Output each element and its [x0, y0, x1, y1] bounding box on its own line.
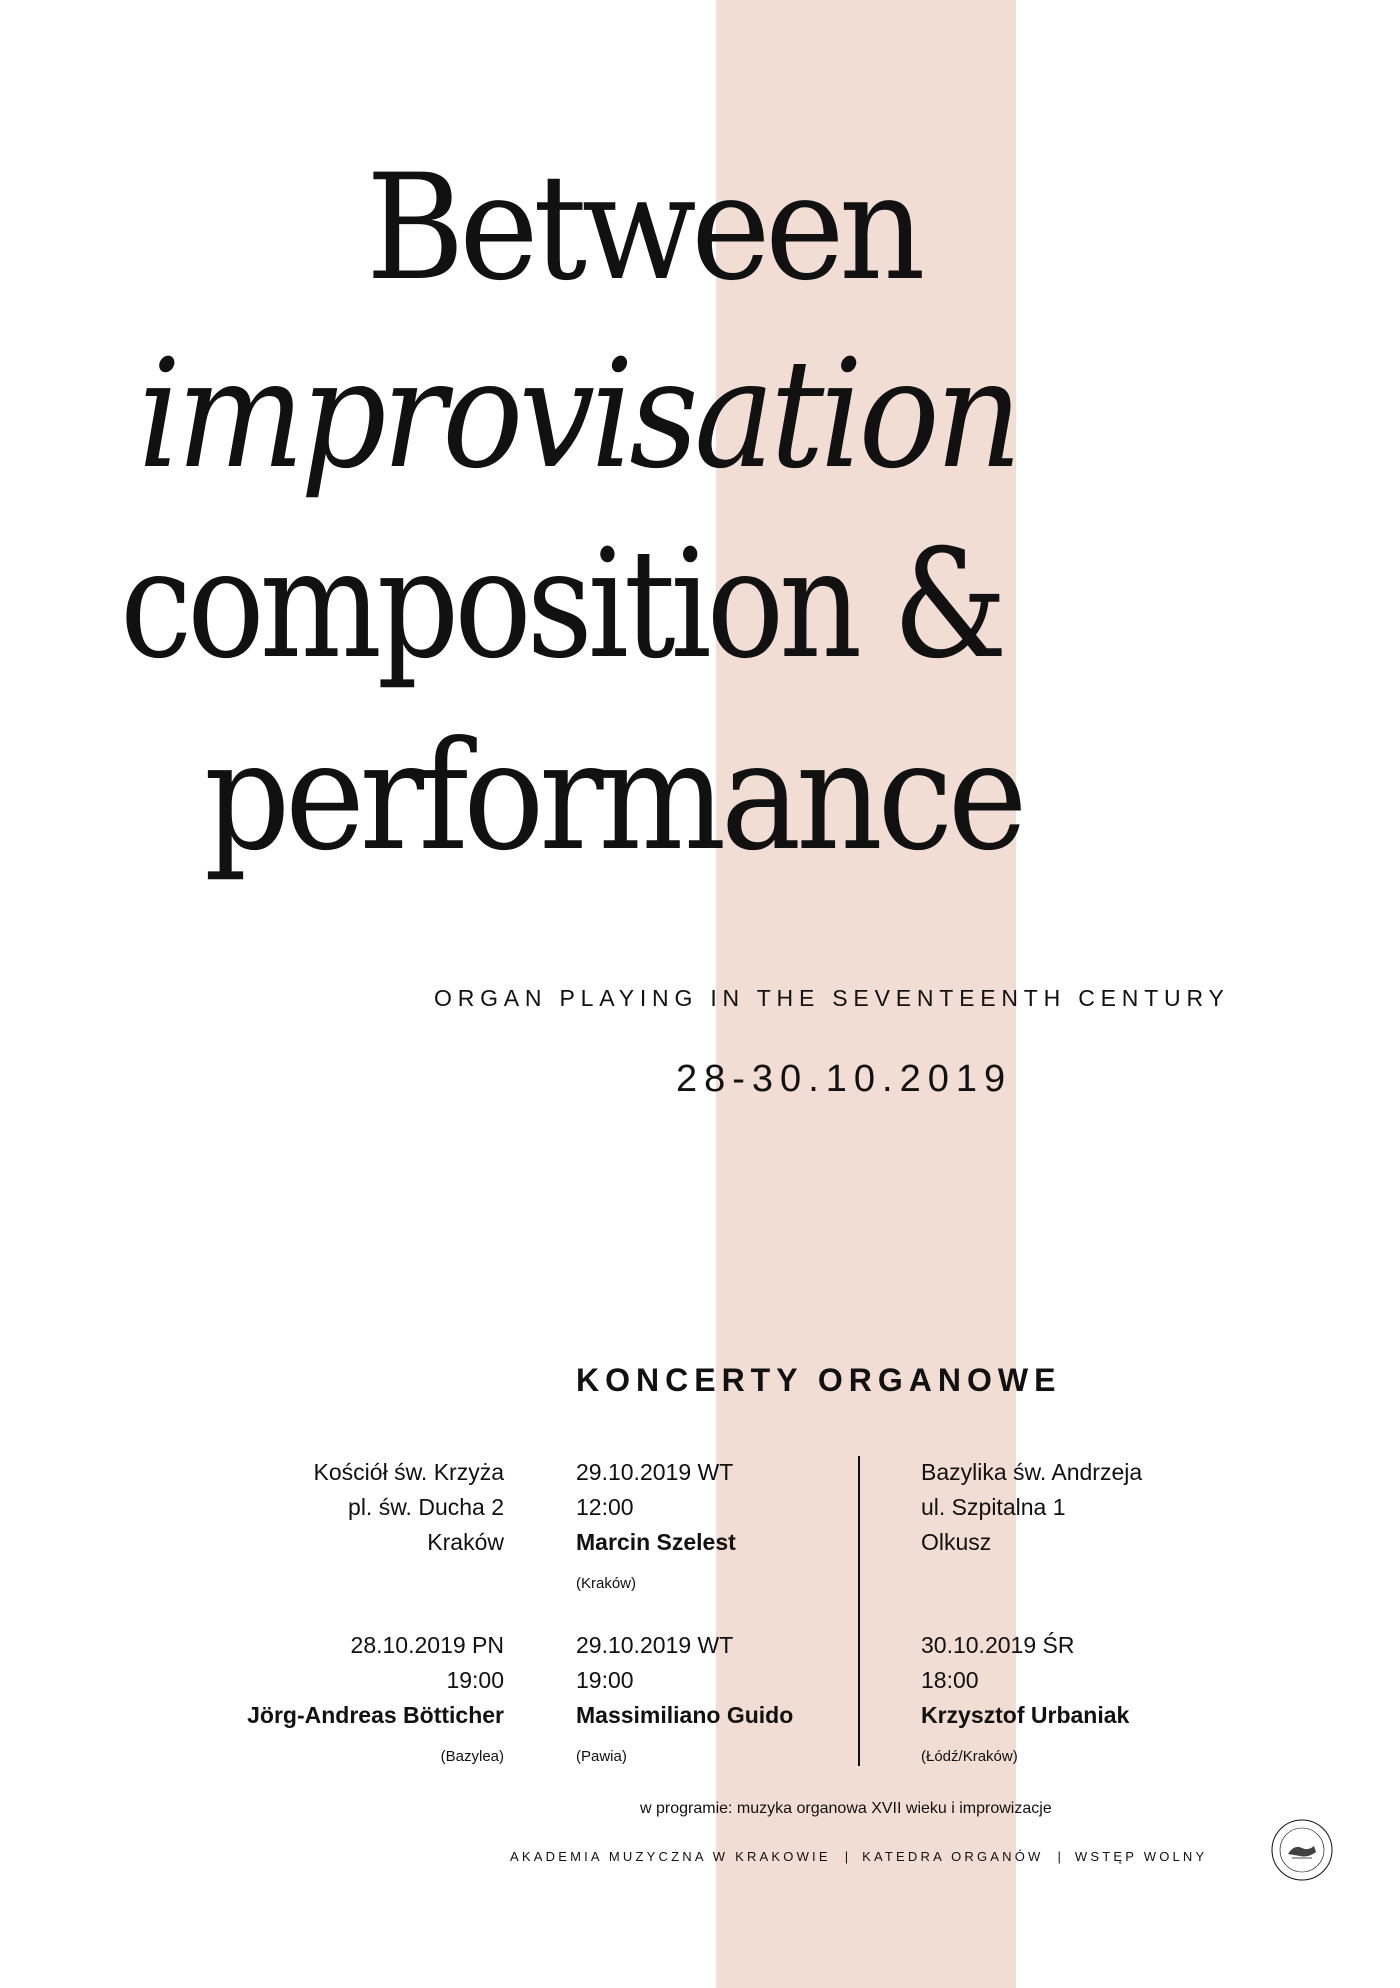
venue-krakow	[314, 1455, 504, 1560]
concert-performer: Krzysztof Urbaniak	[921, 1702, 1130, 1728]
concert-urbaniak	[921, 1628, 1129, 1767]
concert-origin: (Łódź/Kraków)	[921, 1748, 1018, 1765]
footer-academy: AKADEMIA MUZYCZNA W KRAKOWIE	[510, 1849, 831, 1864]
footer	[510, 1849, 1207, 1864]
concert-performer: Marcin Szelest	[576, 1529, 736, 1555]
footer-entry: WSTĘP WOLNY	[1074, 1849, 1208, 1864]
footer-department: KATEDRA ORGANÓW	[862, 1849, 1044, 1864]
event-dates: 28-30.10.2019	[676, 1058, 1013, 1100]
concert-szelest	[576, 1455, 736, 1594]
academy-logo	[1270, 1818, 1334, 1882]
title-line-3: composition &	[120, 518, 1003, 692]
venue-name: Bazylika św. Andrzeja	[921, 1459, 1143, 1485]
concert-date: 28.10.2019 PN	[350, 1632, 504, 1658]
title-line-2: improvisation	[138, 328, 1018, 502]
concert-time: 19:00	[446, 1667, 504, 1693]
venue-name: Kościół św. Krzyża	[313, 1459, 504, 1485]
concert-origin: (Bazylea)	[440, 1748, 504, 1765]
venue-olkusz	[921, 1455, 1142, 1560]
footer-separator: |	[844, 1849, 849, 1864]
venue-street: pl. św. Ducha 2	[348, 1494, 504, 1520]
concert-time: 18:00	[921, 1667, 979, 1693]
concert-origin: (Pawia)	[576, 1748, 627, 1765]
venue-city: Olkusz	[921, 1529, 992, 1555]
venue-street: ul. Szpitalna 1	[921, 1494, 1066, 1520]
concert-botticher	[247, 1628, 504, 1767]
column-divider	[858, 1456, 860, 1766]
concert-performer: Jörg-Andreas Bötticher	[247, 1702, 504, 1728]
concert-time: 19:00	[576, 1667, 634, 1693]
concert-date: 29.10.2019 WT	[576, 1632, 734, 1658]
concert-performer: Massimiliano Guido	[576, 1702, 794, 1728]
concert-time: 12:00	[576, 1494, 634, 1520]
program-note: w programie: muzyka organowa XVII wieku i improwizacje	[640, 1800, 1052, 1817]
section-title: KONCERTY ORGANOWE	[576, 1362, 1062, 1398]
concert-origin: (Kraków)	[576, 1575, 637, 1592]
concert-date: 29.10.2019 WT	[576, 1459, 734, 1485]
title-line-1: Between	[366, 143, 920, 313]
concert-guido	[576, 1628, 793, 1767]
venue-city: Kraków	[427, 1529, 504, 1555]
footer-separator: |	[1057, 1849, 1061, 1864]
concert-date: 30.10.2019 ŚR	[921, 1632, 1075, 1658]
subtitle: ORGAN PLAYING IN THE SEVENTEENTH CENTURY	[434, 985, 1230, 1011]
title-line-4: performance	[204, 710, 1023, 884]
